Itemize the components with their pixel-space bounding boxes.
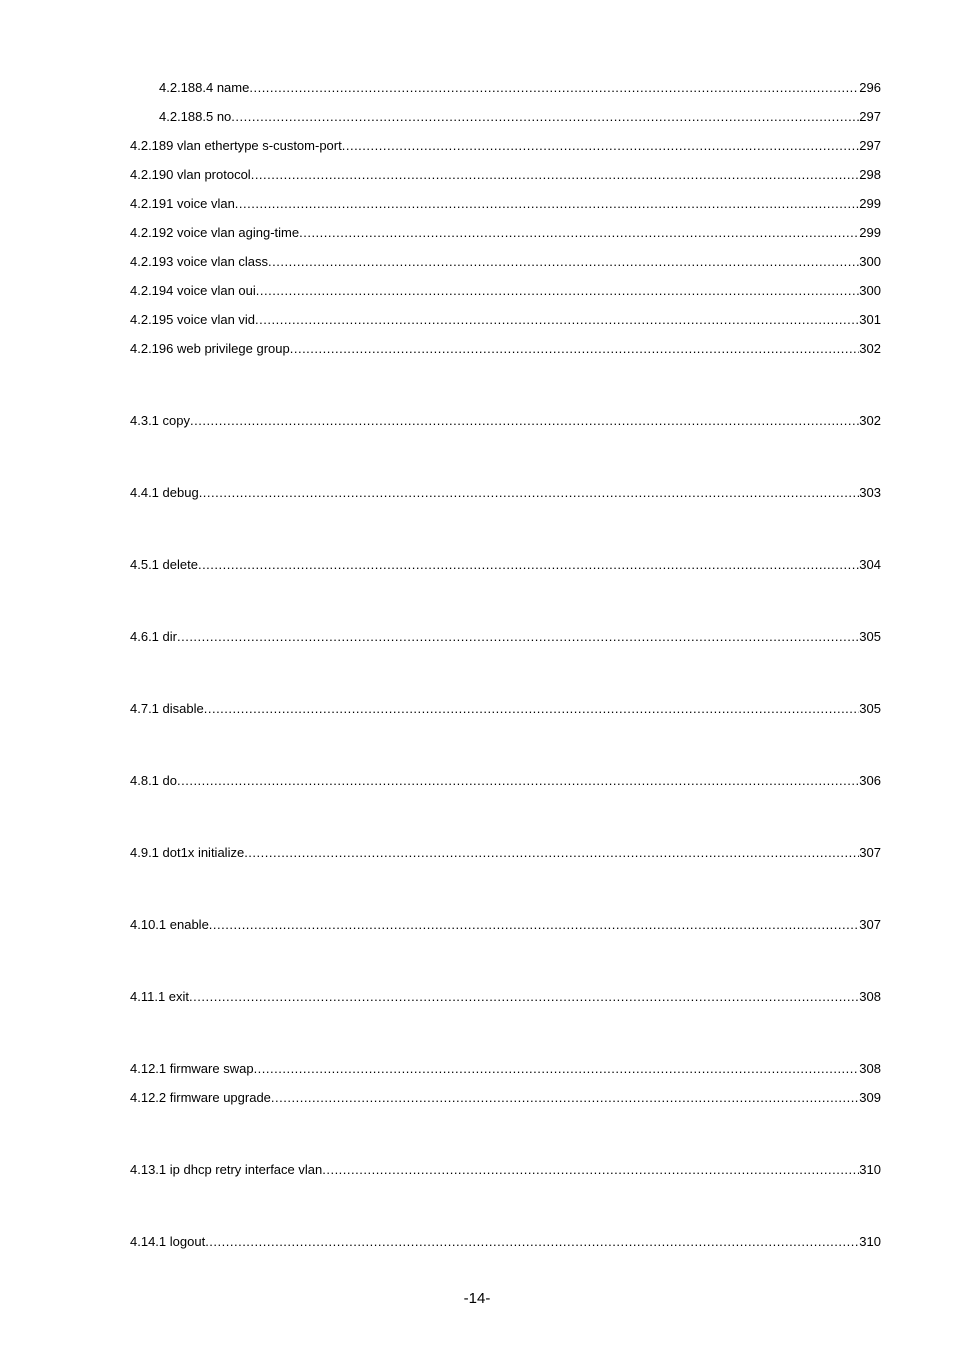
toc-entry-page: 306 (859, 773, 881, 788)
toc-entry[interactable] (130, 136, 881, 165)
toc-entry-title: 4.4.1 debug (130, 485, 199, 500)
toc-entry[interactable] (130, 1160, 881, 1189)
toc-entry-page: 308 (859, 989, 881, 1004)
toc-entry[interactable] (130, 411, 881, 440)
toc-entry-page: 298 (859, 167, 881, 182)
dot-leader (204, 699, 860, 719)
toc-entry-title: 4.2.196 web privilege group (130, 341, 290, 356)
toc-entry-title: 4.2.191 voice vlan (130, 196, 235, 211)
toc-entry[interactable] (130, 483, 881, 512)
toc-entry-page: 299 (859, 196, 881, 211)
toc-entry[interactable] (130, 165, 881, 194)
dot-leader (190, 411, 859, 431)
toc-entry[interactable] (130, 627, 881, 656)
toc-entry[interactable] (130, 1232, 881, 1261)
toc-entry-page: 300 (859, 254, 881, 269)
toc-entry-page: 305 (859, 701, 881, 716)
toc-entry-page: 299 (859, 225, 881, 240)
dot-leader (271, 1088, 859, 1108)
toc-entry-page: 307 (859, 845, 881, 860)
dot-leader (205, 1232, 859, 1252)
toc-entry-page: 302 (859, 413, 881, 428)
dot-leader (256, 281, 860, 301)
toc-entry-page: 300 (859, 283, 881, 298)
toc-entry-title: 4.2.190 vlan protocol (130, 167, 251, 182)
dot-leader (177, 627, 859, 647)
toc-entry[interactable] (130, 915, 881, 944)
toc-entry-title: 4.2.188.4 name (159, 80, 250, 95)
table-of-contents (130, 78, 881, 1261)
toc-entry-title: 4.2.188.5 no (159, 109, 232, 124)
toc-entry[interactable] (130, 339, 881, 368)
toc-entry[interactable] (130, 555, 881, 584)
dot-leader (255, 310, 859, 330)
dot-leader (342, 136, 860, 156)
toc-entry-page: 301 (859, 312, 881, 327)
dot-leader (235, 194, 860, 214)
toc-entry[interactable] (130, 78, 881, 107)
toc-entry[interactable] (130, 843, 881, 872)
dot-leader (231, 107, 859, 127)
dot-leader (251, 165, 860, 185)
dot-leader (244, 843, 859, 863)
dot-leader (268, 252, 859, 272)
page-number: -14- (463, 1290, 491, 1307)
toc-entry[interactable] (130, 310, 881, 339)
toc-entry-title: 4.14.1 logout (130, 1234, 206, 1249)
dot-leader (199, 483, 860, 503)
toc-entry-page: 308 (859, 1061, 881, 1076)
dot-leader (254, 1059, 860, 1079)
toc-entry-title: 4.12.1 firmware swap (130, 1061, 254, 1076)
toc-entry-title: 4.13.1 ip dhcp retry interface vlan (130, 1162, 323, 1177)
dot-leader (209, 915, 860, 935)
dot-leader (290, 339, 860, 359)
toc-entry[interactable] (130, 987, 881, 1016)
toc-entry[interactable] (130, 223, 881, 252)
dot-leader (198, 555, 859, 575)
toc-entry-title: 4.10.1 enable (130, 917, 209, 932)
toc-entry-page: 310 (859, 1162, 881, 1177)
dot-leader (299, 223, 859, 243)
toc-entry-page: 309 (859, 1090, 881, 1105)
toc-entry[interactable] (130, 107, 881, 136)
toc-entry-title: 4.2.194 voice vlan oui (130, 283, 256, 298)
toc-entry-page: 297 (859, 138, 881, 153)
toc-entry[interactable] (130, 281, 881, 310)
toc-entry-title: 4.3.1 copy (130, 413, 190, 428)
dot-leader (249, 78, 859, 98)
toc-entry[interactable] (130, 1088, 881, 1117)
toc-entry-page: 305 (859, 629, 881, 644)
toc-entry-title: 4.2.195 voice vlan vid (130, 312, 256, 327)
toc-entry-title: 4.2.189 vlan ethertype s-custom-port (130, 138, 342, 153)
toc-entry[interactable] (130, 771, 881, 800)
toc-entry-title: 4.11.1 exit (130, 989, 190, 1004)
toc-entry-title: 4.2.193 voice vlan class (130, 254, 269, 269)
toc-entry-page: 297 (859, 109, 881, 124)
toc-entry-title: 4.6.1 dir (130, 629, 177, 644)
toc-entry[interactable] (130, 252, 881, 281)
toc-entry-title: 4.12.2 firmware upgrade (130, 1090, 271, 1105)
toc-entry-page: 310 (859, 1234, 881, 1249)
toc-entry-page: 303 (859, 485, 881, 500)
toc-entry-page: 296 (859, 80, 881, 95)
toc-entry-page: 302 (859, 341, 881, 356)
toc-entry-title: 4.9.1 dot1x initialize (130, 845, 245, 860)
toc-entry[interactable] (130, 194, 881, 223)
dot-leader (189, 987, 859, 1007)
toc-entry[interactable] (130, 1059, 881, 1088)
dot-leader (177, 771, 859, 791)
toc-entry-title: 4.8.1 do (130, 773, 177, 788)
toc-entry[interactable] (130, 699, 881, 728)
toc-entry-title: 4.5.1 delete (130, 557, 198, 572)
toc-entry-page: 307 (859, 917, 881, 932)
toc-entry-title: 4.7.1 disable (130, 701, 204, 716)
toc-entry-page: 304 (859, 557, 881, 572)
dot-leader (322, 1160, 859, 1180)
toc-entry-title: 4.2.192 voice vlan aging-time (130, 225, 300, 240)
